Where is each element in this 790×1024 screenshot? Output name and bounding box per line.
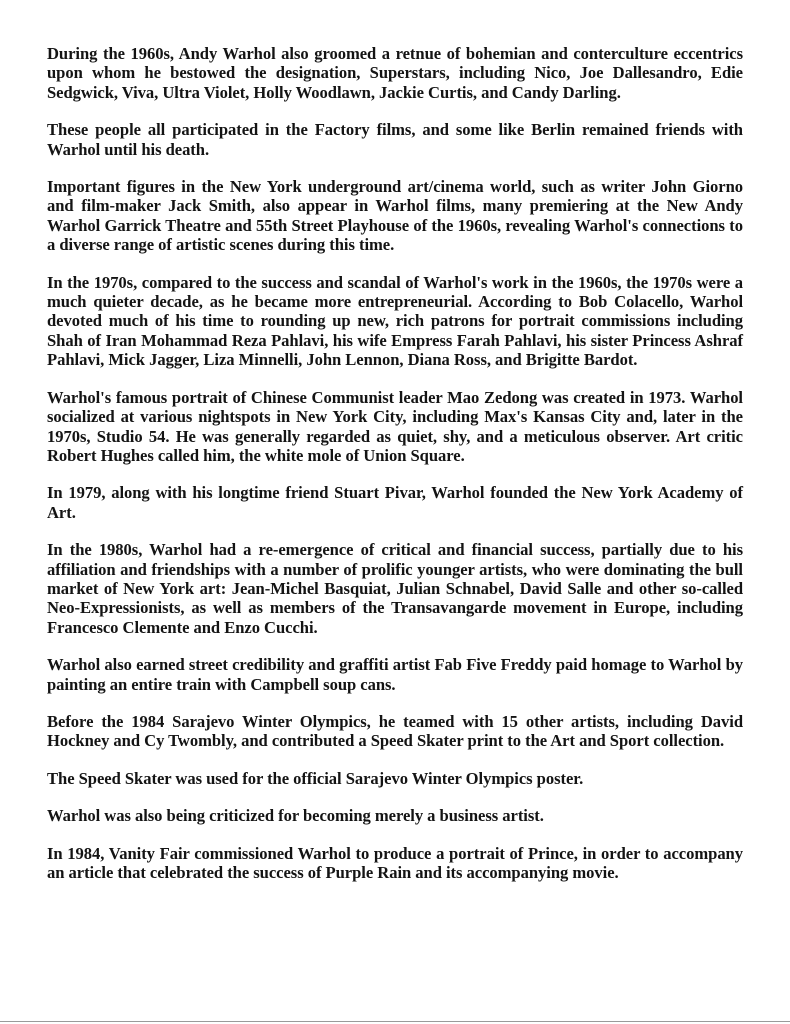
paragraph: During the 1960s, Andy Warhol also groomed a retnue of bohemian and conterculture eccentrics upon whom he bestowed the designation, Superstars, including Nico, Joe Dallesandro, Edie Sedgwick, Viva, Ultra Violet, Holly Woodlawn, Jackie Curtis, and Candy Darling. (47, 44, 743, 102)
paragraph: Warhol also earned street credibility and graffiti artist Fab Five Freddy paid homage to Warhol by painting an entire train with Campbell soup cans. (47, 655, 743, 694)
body-text (47, 44, 743, 900)
paragraph: In 1979, along with his longtime friend Stuart Pivar, Warhol founded the New York Academy of Art. (47, 483, 743, 522)
paragraph: The Speed Skater was used for the official Sarajevo Winter Olympics poster. (47, 768, 584, 788)
paragraph: In the 1980s, Warhol had a re-emergence of critical and financial success, partially due to his affiliation and friendships with a number of prolific younger artists, who were dominating the bull market of New York art: Jean-Michel Basquiat, Julian Schnabel, David Salle and other so-called Neo-Expressionists, as well as members of the Transavangarde movement in Europe, including Francesco Clemente and Enzo Cucchi. (47, 540, 743, 637)
paragraph: Before the 1984 Sarajevo Winter Olympics, he teamed with 15 other artists, including David Hockney and Cy Twombly, and contributed a Speed Skater print to the Art and Sport collection. (47, 711, 743, 751)
paragraph: In the 1970s, compared to the success and scandal of Warhol's work in the 1960s, the 1970s were a much quieter decade, as he became more entrepreneurial. According to Bob Colacello, Warhol devoted much of his time to rounding up new, rich patrons for portrait commissions including Shah of Iran Mohammad Reza Pahlavi, his wife Empress Farah Pahlavi, his sister Princess Ashraf Pahlavi, Mick Jagger, Liza Minnelli, John Lennon, Diana Ross, and Brigitte Bardot. (47, 272, 743, 370)
paragraph: Important figures in the New York underground art/cinema world, such as writer John Giorno and film-maker Jack Smith, also appear in Warhol films, many premiering at the New Andy Warhol Garrick Theatre and 55th Street Playhouse of the 1960s, revealing Warhol's connections to a diverse range of artistic scenes during this time. (47, 177, 743, 255)
page-bottom-rule (0, 1021, 790, 1022)
paragraph: Warhol was also being criticized for becoming merely a business artist. (47, 806, 544, 826)
paragraph: Warhol's famous portrait of Chinese Communist leader Mao Zedong was created in 1973. Warhol socialized at various nightspots in New York City, including Max's Kansas City and, later in the 1970s, Studio 54. He was generally regarded as quiet, shy, and a meticulous observer. Art critic Robert Hughes called him, the white mole of Union Square. (47, 387, 743, 465)
paragraph: These people all participated in the Factory films, and some like Berlin remained friends with Warhol until his death. (47, 120, 743, 159)
paragraph: In 1984, Vanity Fair commissioned Warhol to produce a portrait of Prince, in order to accompany an article that celebrated the success of Purple Rain and its accompanying movie. (47, 843, 743, 882)
